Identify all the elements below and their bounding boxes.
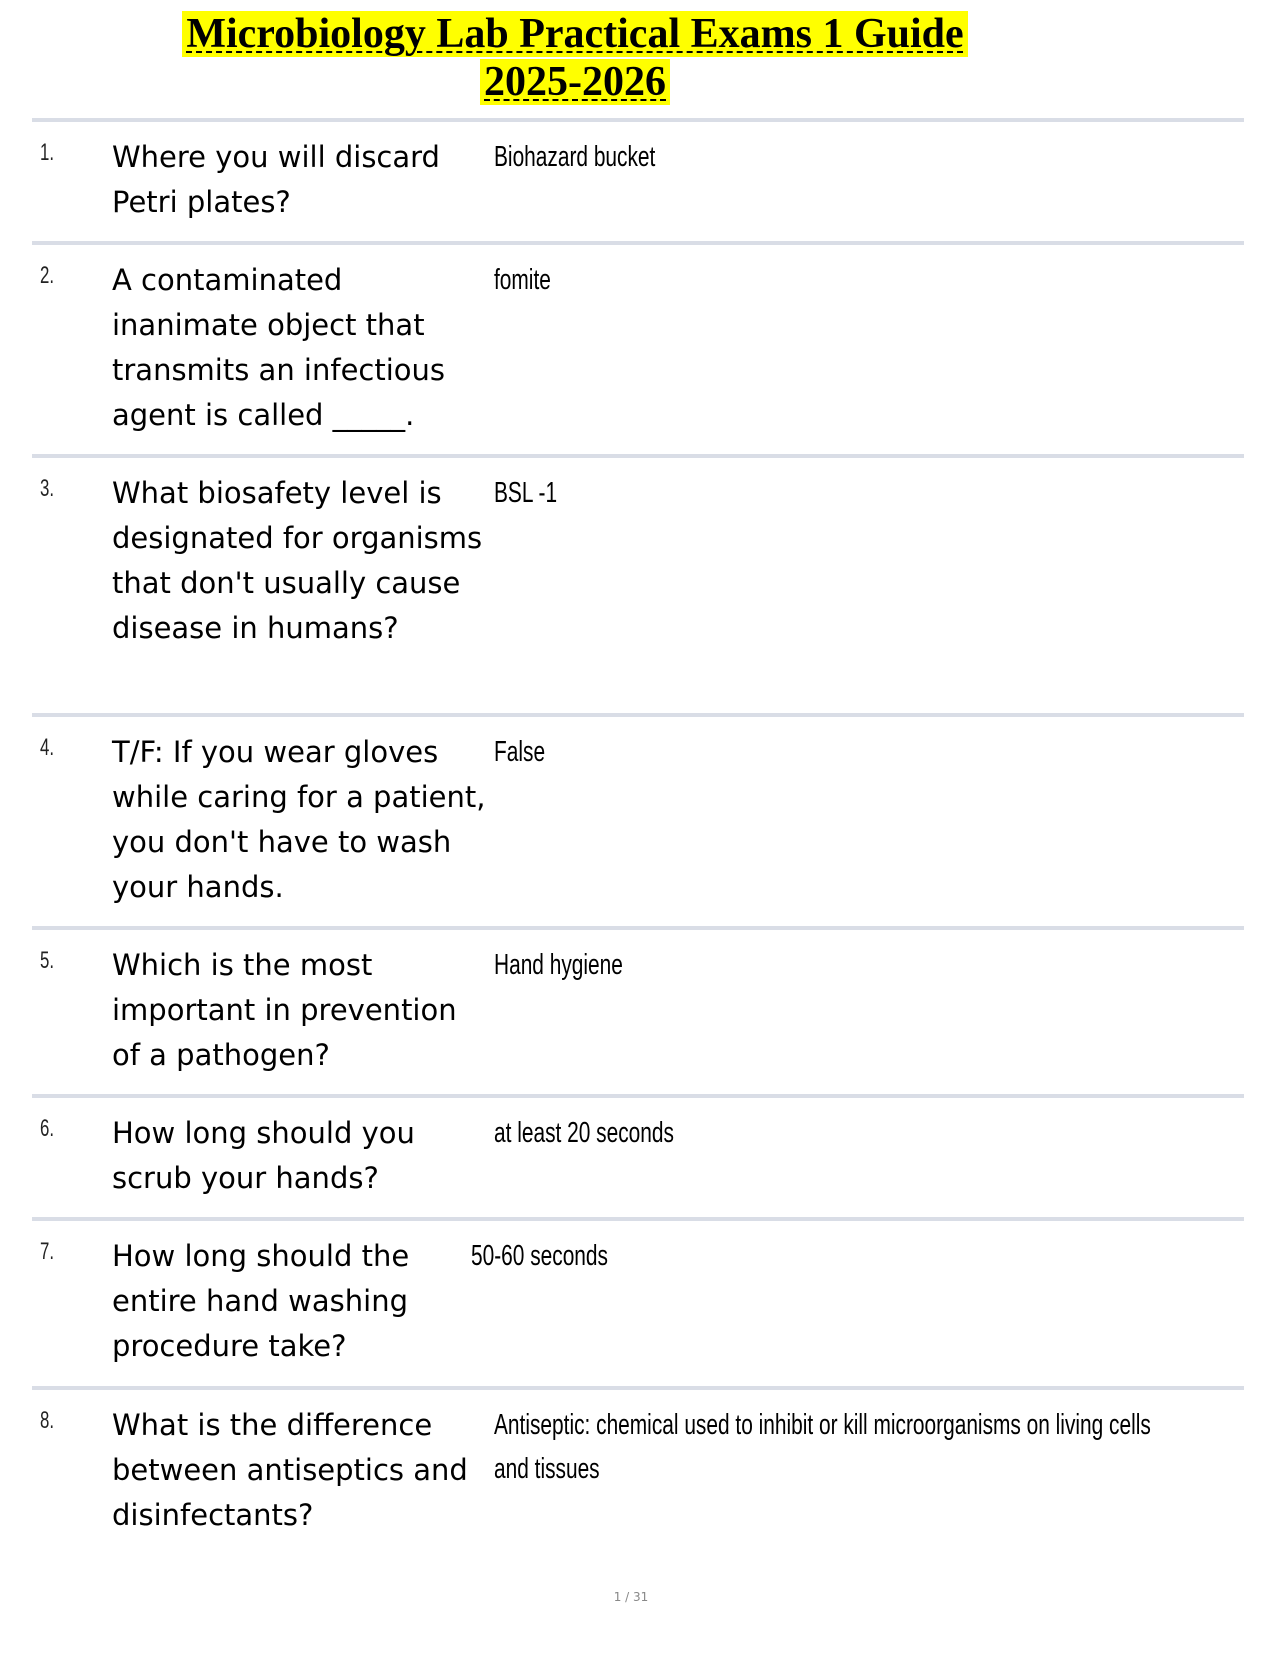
divider [32, 713, 1244, 717]
question-text: How long should the entire hand washing procedure take? [112, 1239, 410, 1363]
item-number: 2. [40, 262, 55, 289]
question-text: A contaminated inanimate object that transmits an infectious agent is called _____. [112, 263, 446, 432]
item-number: 4. [40, 734, 55, 761]
answer-text: fomite [494, 264, 551, 296]
question-text: T/F: If you wear gloves while caring for a patient, you don't have to wash your hands. [112, 735, 486, 904]
document-title-line-2: 2025-2026 [0, 58, 1150, 106]
item-number: 1. [40, 139, 55, 166]
answer-text: Hand hygiene [494, 949, 623, 981]
divider [32, 1094, 1244, 1098]
question-text: What biosafety level is designated for organisms that don't usually cause disease in humans? [112, 476, 483, 645]
item-number: 8. [40, 1407, 55, 1434]
question-text: What is the difference between antiseptics and disinfectants? [112, 1408, 468, 1532]
item-number: 5. [40, 947, 55, 974]
divider [32, 241, 1244, 245]
document-title-line-1: Microbiology Lab Practical Exams 1 Guide [0, 10, 1150, 58]
question-text: Where you will discard Petri plates? [112, 140, 440, 219]
answer-text: False [494, 736, 546, 768]
divider [32, 118, 1244, 122]
divider [32, 926, 1244, 930]
question-text: Which is the most important in prevention of a pathogen? [112, 948, 457, 1072]
answer-text: Antiseptic: chemical used to inhibit or kill microorganisms on living cells and tissues [494, 1409, 1151, 1485]
answer-text: at least 20 seconds [494, 1117, 674, 1149]
divider [32, 1217, 1244, 1221]
divider [32, 454, 1244, 458]
item-number: 6. [40, 1115, 55, 1142]
answer-text: BSL -1 [494, 477, 558, 509]
item-number: 3. [40, 475, 55, 502]
page-indicator: 1 / 31 [613, 1590, 649, 1604]
question-text: How long should you scrub your hands? [112, 1116, 415, 1195]
answer-text: Biohazard bucket [494, 141, 656, 173]
divider [32, 1386, 1244, 1390]
answer-text: 50-60 seconds [471, 1240, 608, 1272]
item-number: 7. [40, 1238, 55, 1265]
